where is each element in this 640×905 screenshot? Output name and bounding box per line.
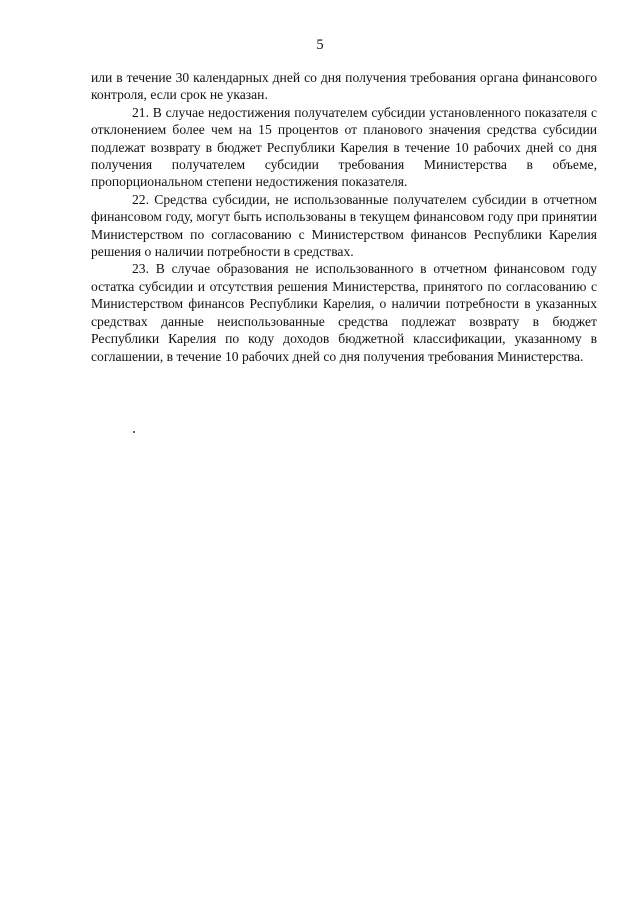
paragraph-21: 21. В случае недостижения получателем субсидии установленного показателя с отклонением более чем на 15 процентов от планового значения средства субсидии подлежат возврату в бюджет Республики Карелия в течение 10 рабочих дней со дня получения получателем субсидии требования Министерства в объеме, пропорциональном степени недостижения показателя. (91, 104, 597, 190)
paragraph-23: 23. В случае образования не использованного в отчетном финансовом году остатка субсидии и отсутствия решения Министерства, принятого по согласованию с Министерством финансов Республики Карелия, о наличии потребности в указанных средствах данные неиспользованные средства подлежат возврату в бюджет Республики Карелия по коду доходов бюджетной классификации, указанному в соглашении, в течение 10 рабочих дней со дня получения требования Министерства. (91, 261, 597, 364)
stray-dot (133, 431, 135, 433)
paragraph-continuation: или в течение 30 календарных дней со дня получения требования органа финансового контроля, если срок не указан. (91, 70, 597, 103)
paragraph-22: 22. Средства субсидии, не использованные получателем субсидии в отчетном финансовом году, могут быть использованы в текущем финансовом году при принятии Министерством по согласованию с Министерством финансов Республики Карелия решения о наличии потребности в средствах. (91, 191, 597, 260)
document-body (91, 69, 597, 365)
page-number: 5 (316, 37, 324, 53)
